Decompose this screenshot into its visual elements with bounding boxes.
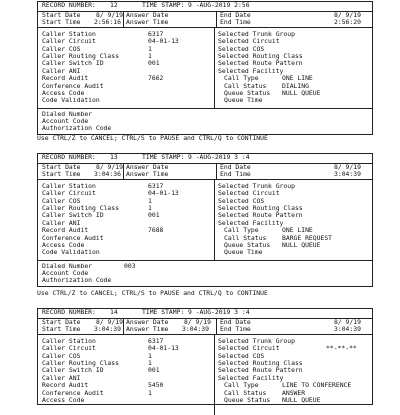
start-date-value: 8/ 9/19 (96, 163, 123, 171)
caller-circuit-label: Caller Circuit (42, 344, 96, 353)
caller-station-value: 6317 (148, 181, 164, 190)
caller-routing-class-value: 1 (148, 203, 152, 212)
access-code-label: Access Code (42, 395, 85, 404)
access-code-label: Access Code (42, 240, 85, 249)
selected-routing-class-label: Selected Routing Class (218, 51, 303, 60)
selected-facility-label: Selected Facility (218, 218, 284, 227)
caller-routing-class-label: Caller Routing Class (42, 358, 119, 367)
queue-status-label: Queue Status (224, 88, 271, 97)
caller-cos-label: Caller COS (42, 44, 81, 53)
record-body (37, 12, 373, 135)
caller-circuit-label: Caller Circuit (42, 189, 96, 198)
selected-trunk-group-label: Selected Trunk Group (218, 29, 295, 38)
record-body (37, 319, 373, 405)
caller-circuit-label: Caller Circuit (42, 37, 96, 46)
call-type-label: Call Type (224, 74, 259, 83)
call-status-label: Call Status (224, 233, 267, 242)
caller-circuit-value: 04-01-13 (148, 344, 179, 353)
time-stamp-label: TIME STAMP: (142, 1, 185, 9)
caller-circuit-value: 04-01-13 (148, 37, 179, 46)
call-type-value: LINE TO CONFERENCE (282, 381, 352, 390)
call-status-value: ANSWER (282, 388, 306, 397)
selected-circuit-label: Selected Circuit (218, 189, 280, 198)
selected-facility-label: Selected Facility (218, 66, 284, 75)
selected-route-pattern-label: Selected Route Pattern (218, 59, 303, 68)
conference-audit-label: Conference Audit (42, 233, 104, 242)
start-date-label: Start Date (42, 11, 81, 19)
caller-routing-class-label: Caller Routing Class (42, 203, 119, 212)
authorization-code-label: Authorization Code (42, 276, 112, 285)
queue-status-label: Queue Status (224, 240, 271, 249)
account-code-label: Account Code (42, 117, 89, 126)
selected-route-pattern-label: Selected Route Pattern (218, 211, 303, 220)
end-date-label: End Date (220, 11, 251, 19)
end-date-label: End Date (220, 163, 251, 171)
code-validation-label: Code Validation (42, 248, 100, 257)
dialed-number-label: Dialed Number (42, 261, 93, 270)
queue-status-value: NULL QUEUE (282, 240, 321, 249)
start-time-value: 2:56:16 (94, 18, 121, 27)
dialed-number-value: 003 (124, 261, 136, 270)
answer-time-label: Answer Time (126, 170, 169, 179)
start-date-label: Start Date (42, 318, 81, 326)
caller-switch-id-label: Caller Switch ID (42, 59, 104, 68)
caller-cos-value: 1 (148, 44, 152, 53)
end-time-label: End Time (220, 325, 251, 334)
end-time-label: End Time (220, 18, 251, 27)
prompt-line-1: Use CTRL/Z to CANCEL; CTRL/S to PAUSE and CTRL/Q to CONTINUE (37, 134, 268, 142)
authorization-code-label: Authorization Code (42, 124, 112, 133)
call-record-12 (37, 1, 373, 135)
time-stamp-label: TIME STAMP: (142, 308, 185, 316)
answer-date-label: Answer Date (126, 318, 169, 326)
end-date-value: 8/ 9/19 (334, 11, 361, 19)
record-number-label: RECORD NUMBER: (42, 308, 96, 316)
selected-trunk-group-label: Selected Trunk Group (218, 181, 295, 190)
start-time-label: Start Time (42, 18, 81, 27)
answer-time-value: 3:04:39 (182, 325, 209, 334)
queue-status-label: Queue Status (224, 395, 271, 404)
start-date-label: Start Date (42, 163, 81, 171)
queue-time-label: Queue Time (224, 96, 263, 105)
selected-routing-class-label: Selected Routing Class (218, 358, 303, 367)
call-type-value: ONE LINE (282, 226, 313, 235)
access-code-label: Access Code (42, 88, 85, 97)
answer-time-label: Answer Time (126, 18, 169, 27)
record-number-value: 14 (110, 308, 118, 316)
selected-cos-label: Selected COS (218, 351, 265, 360)
prompt-line-2: Use CTRL/Z to CANCEL; CTRL/S to PAUSE and CTRL/Q to CONTINUE (37, 289, 268, 297)
conference-audit-label: Conference Audit (42, 388, 104, 397)
start-time-label: Start Time (42, 170, 81, 179)
selected-circuit-value: **-**-** (326, 344, 357, 353)
caller-ani-label: Caller ANI (42, 66, 81, 75)
start-date-value: 8/ 9/19 (96, 318, 123, 326)
record-audit-label: Record Audit (42, 381, 89, 390)
queue-status-value: NULL QUEUE (282, 88, 321, 97)
answer-date-label: Answer Date (126, 11, 169, 19)
caller-station-value: 6317 (148, 29, 164, 38)
call-status-label: Call Status (224, 388, 267, 397)
caller-station-value: 6317 (148, 336, 164, 345)
record-body (37, 164, 373, 287)
caller-ani-label: Caller ANI (42, 218, 81, 227)
end-time-value: 3:04:39 (334, 170, 361, 179)
end-date-value: 8/ 9/19 (334, 318, 361, 326)
code-validation-label: Code Validation (42, 96, 100, 105)
record-number-value: 13 (110, 153, 118, 161)
call-record-14 (37, 308, 373, 405)
caller-station-label: Caller Station (42, 29, 96, 38)
selected-routing-class-label: Selected Routing Class (218, 203, 303, 212)
account-code-label: Account Code (42, 269, 89, 278)
caller-routing-class-value: 1 (148, 51, 152, 60)
call-type-label: Call Type (224, 381, 259, 390)
caller-switch-id-label: Caller Switch ID (42, 211, 104, 220)
record-audit-value: 7688 (148, 226, 164, 235)
caller-cos-label: Caller COS (42, 196, 81, 205)
queue-time-label: Queue Time (224, 248, 263, 257)
time-stamp-label: TIME STAMP: (142, 153, 185, 161)
time-stamp-value: 9 -AUG-2019 2:56 (188, 1, 250, 9)
selected-circuit-label: Selected Circuit (218, 37, 280, 46)
record-number-label: RECORD NUMBER: (42, 1, 96, 9)
end-time-value: 2:56:20 (334, 18, 361, 27)
record-number-label: RECORD NUMBER: (42, 153, 96, 161)
start-time-value: 3:04:39 (94, 325, 121, 334)
record-header (37, 153, 373, 164)
caller-cos-value: 1 (148, 351, 152, 360)
call-type-label: Call Type (224, 226, 259, 235)
selected-trunk-group-label: Selected Trunk Group (218, 336, 295, 345)
answer-date-label: Answer Date (126, 163, 169, 171)
record-audit-value: 5450 (148, 381, 164, 390)
conference-audit-label: Conference Audit (42, 81, 104, 90)
selected-route-pattern-label: Selected Route Pattern (218, 366, 303, 375)
caller-switch-id-value: 001 (148, 366, 160, 375)
record-header (37, 1, 373, 12)
call-status-value: DIALING (282, 81, 309, 90)
selected-facility-label: Selected Facility (218, 373, 284, 382)
caller-switch-id-label: Caller Switch ID (42, 366, 104, 375)
caller-routing-class-label: Caller Routing Class (42, 51, 119, 60)
record-number-value: 12 (110, 1, 118, 9)
start-time-label: Start Time (42, 325, 81, 334)
answer-time-label: Answer Time (126, 325, 169, 334)
time-stamp-value: 9 -AUG-2019 3 :4 (188, 308, 250, 316)
caller-station-label: Caller Station (42, 336, 96, 345)
call-status-value: BARGE REQUEST (282, 233, 333, 242)
end-date-value: 8/ 9/19 (334, 163, 361, 171)
call-status-label: Call Status (224, 81, 267, 90)
caller-cos-label: Caller COS (42, 351, 81, 360)
end-date-label: End Date (220, 318, 251, 326)
call-record-13 (37, 153, 373, 287)
caller-station-label: Caller Station (42, 181, 96, 190)
selected-circuit-label: Selected Circuit (218, 344, 280, 353)
record-audit-label: Record Audit (42, 74, 89, 83)
caller-cos-value: 1 (148, 196, 152, 205)
caller-ani-label: Caller ANI (42, 373, 81, 382)
end-time-label: End Time (220, 170, 251, 179)
conference-audit-value: 1 (148, 388, 152, 397)
caller-circuit-value: 04-01-13 (148, 189, 179, 198)
caller-routing-class-value: 1 (148, 358, 152, 367)
queue-status-value: NULL QUEUE (282, 395, 321, 404)
end-time-value: 3:04:39 (334, 325, 361, 334)
record-audit-value: 7662 (148, 74, 164, 83)
call-type-value: ONE LINE (282, 74, 313, 83)
dialed-number-label: Dialed Number (42, 109, 93, 118)
record-audit-label: Record Audit (42, 226, 89, 235)
answer-date-value: 8/ 9/19 (184, 318, 211, 326)
caller-switch-id-value: 001 (148, 211, 160, 220)
start-date-value: 8/ 9/19 (96, 11, 123, 19)
selected-cos-label: Selected COS (218, 44, 265, 53)
time-stamp-value: 9 -AUG-2019 3 :4 (188, 153, 250, 161)
selected-cos-label: Selected COS (218, 196, 265, 205)
start-time-value: 3:04:36 (94, 170, 121, 179)
caller-switch-id-value: 001 (148, 59, 160, 68)
